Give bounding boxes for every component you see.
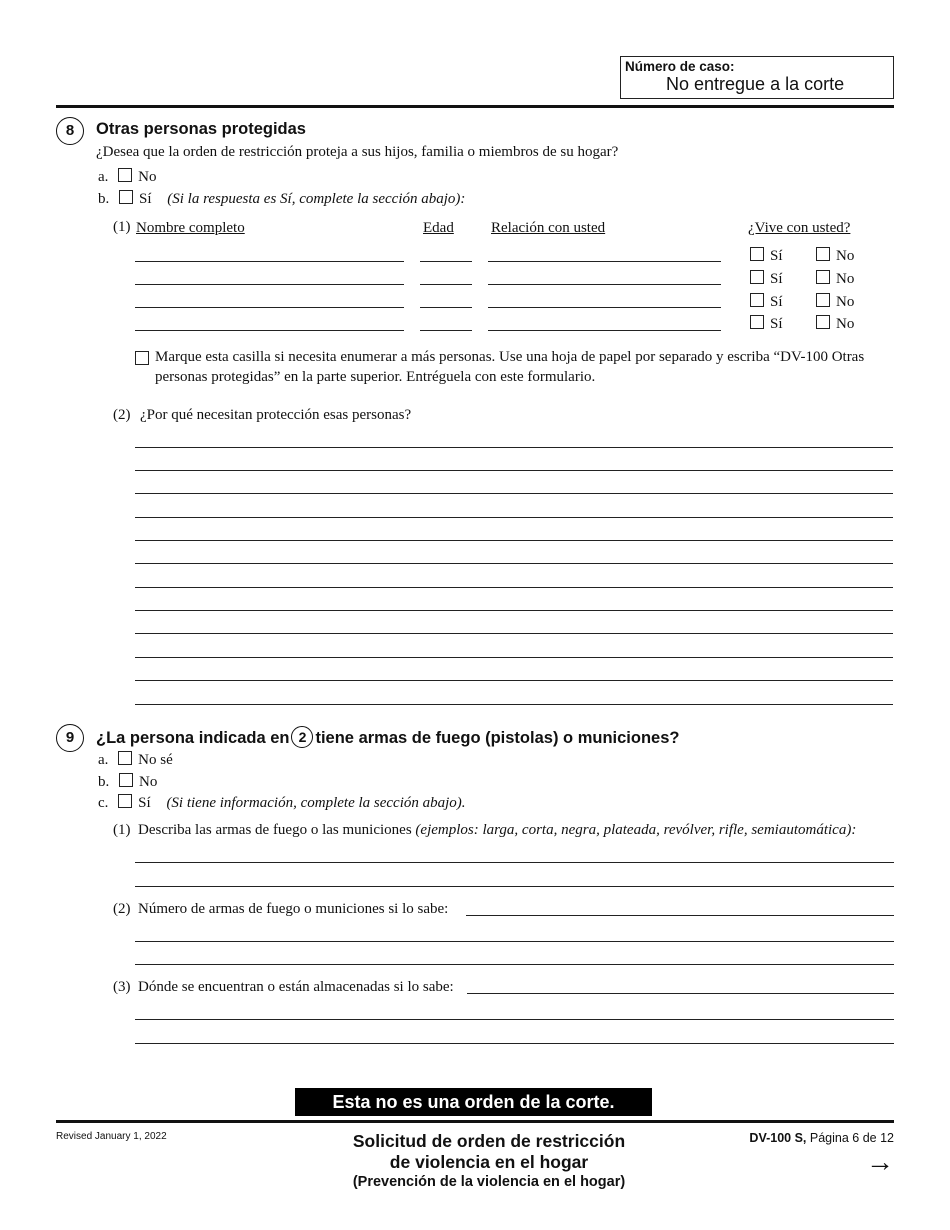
footer-rule <box>56 1120 894 1123</box>
checkbox[interactable] <box>118 794 132 808</box>
answer-line[interactable] <box>135 1019 894 1020</box>
answer-line[interactable] <box>135 610 893 611</box>
section-9-option-c[interactable] <box>98 794 466 812</box>
answer-line[interactable] <box>135 470 893 471</box>
case-number-label: Número de caso: <box>625 59 735 74</box>
answer-line[interactable] <box>135 886 894 887</box>
header-rule <box>56 105 894 108</box>
revision-date: Revised January 1, 2022 <box>56 1131 167 1142</box>
option-label: Sí <box>139 191 152 207</box>
checkbox[interactable] <box>750 247 764 261</box>
checkbox[interactable] <box>816 315 830 329</box>
option-letter: c. <box>98 795 109 811</box>
answer-line[interactable] <box>135 941 894 942</box>
lives-no[interactable]: No <box>816 293 854 311</box>
answer-line[interactable] <box>135 563 893 564</box>
answer-line[interactable] <box>135 1043 894 1044</box>
answer-line[interactable] <box>135 633 893 634</box>
form-title-3: (Prevención de la violencia en el hogar) <box>352 1174 626 1190</box>
section-8-question: ¿Desea que la orden de restricción proteja a sus hijos, familia o miembros de su hogar? <box>96 144 619 160</box>
age-field[interactable] <box>420 284 472 285</box>
firearms-item-1: (1) Describa las armas de fuego o las municiones (ejemplos: larga, corta, negra, plateada, revólver, rifle, semiautomática): <box>113 822 857 838</box>
answer-line[interactable] <box>135 587 893 588</box>
section-8-title: Otras personas protegidas <box>96 120 306 138</box>
lives-yes[interactable]: Sí <box>750 270 783 288</box>
column-name: Nombre completo <box>136 220 245 236</box>
option-letter: b. <box>98 774 110 790</box>
relation-field[interactable] <box>488 261 721 262</box>
case-number-box <box>620 56 894 99</box>
option-letter: b. <box>98 191 110 207</box>
option-label: Sí <box>138 795 151 811</box>
relation-field[interactable] <box>488 284 721 285</box>
answer-line[interactable] <box>135 517 893 518</box>
section-8-option-b[interactable] <box>98 190 465 208</box>
checkbox[interactable] <box>750 270 764 284</box>
lives-no[interactable]: No <box>816 315 854 333</box>
section-8-number: 8 <box>56 117 84 145</box>
checkbox[interactable] <box>119 773 133 787</box>
lives-yes[interactable]: Sí <box>750 247 783 265</box>
checkbox[interactable] <box>816 247 830 261</box>
next-page-arrow-icon: → <box>866 1146 894 1177</box>
answer-line[interactable] <box>135 657 893 658</box>
option-note: (Si la respuesta es Sí, complete la sección abajo): <box>167 191 466 207</box>
page-number: Página 6 de 12 <box>809 1131 894 1145</box>
checkbox[interactable] <box>118 168 132 182</box>
checkbox[interactable] <box>816 293 830 307</box>
answer-line[interactable] <box>135 862 894 863</box>
not-court-order-banner: Esta no es una orden de la corte. <box>295 1088 652 1116</box>
relation-field[interactable] <box>488 330 721 331</box>
option-label: No sé <box>138 752 173 768</box>
answer-line[interactable] <box>135 540 893 541</box>
lives-yes[interactable]: Sí <box>750 293 783 311</box>
option-label: No <box>138 169 157 185</box>
answer-line[interactable] <box>135 447 893 448</box>
name-field[interactable] <box>135 261 404 262</box>
section-9-option-b[interactable] <box>98 773 157 791</box>
firearms-item-3: (3) Dónde se encuentran o están almacenadas si lo sabe: <box>113 979 454 995</box>
option-label: No <box>139 774 158 790</box>
section-9-number: 9 <box>56 724 84 752</box>
age-field[interactable] <box>420 307 472 308</box>
checkbox[interactable] <box>750 293 764 307</box>
column-age: Edad <box>423 220 454 236</box>
lives-no[interactable]: No <box>816 247 854 265</box>
answer-line[interactable] <box>135 964 894 965</box>
answer-line[interactable] <box>135 493 893 494</box>
section-reference: 2 <box>291 726 313 748</box>
section-9-option-a[interactable] <box>98 751 173 769</box>
option-letter: a. <box>98 169 109 185</box>
firearms-count-field[interactable] <box>466 915 894 916</box>
option-note: (Si tiene información, complete la sección abajo). <box>166 795 466 811</box>
section-8-option-a[interactable] <box>98 168 157 186</box>
more-persons-text-2: personas protegidas” en la parte superior. Entréguela con este formulario. <box>155 369 596 385</box>
form-title-1: Solicitud de orden de restricción <box>352 1131 626 1151</box>
name-field[interactable] <box>135 330 404 331</box>
answer-line[interactable] <box>135 704 893 705</box>
answer-line[interactable] <box>135 680 893 681</box>
item-1-number: (1) <box>113 219 131 235</box>
column-relation: Relación con usted <box>491 220 606 236</box>
lives-yes[interactable]: Sí <box>750 315 783 333</box>
form-id: DV-100 S, <box>749 1131 807 1145</box>
more-persons-checkbox[interactable] <box>135 351 149 365</box>
lives-no[interactable]: No <box>816 270 854 288</box>
name-field[interactable] <box>135 284 404 285</box>
form-page-info <box>700 1131 894 1145</box>
age-field[interactable] <box>420 330 472 331</box>
relation-field[interactable] <box>488 307 721 308</box>
checkbox[interactable] <box>750 315 764 329</box>
form-title-2: de violencia en el hogar <box>389 1152 589 1172</box>
column-lives-with: ¿Vive con usted? <box>748 220 851 236</box>
checkbox[interactable] <box>118 751 132 765</box>
firearms-item-2: (2) Número de armas de fuego o municiones si lo sabe: <box>113 901 449 917</box>
case-number-value[interactable]: No entregue a la corte <box>666 74 845 94</box>
checkbox[interactable] <box>816 270 830 284</box>
name-field[interactable] <box>135 307 404 308</box>
section-9-title: ¿La persona indicada en 2 tiene armas de fuego (pistolas) o municiones? <box>96 726 679 748</box>
checkbox[interactable] <box>119 190 133 204</box>
firearms-location-field[interactable] <box>467 993 894 994</box>
option-letter: a. <box>98 752 109 768</box>
age-field[interactable] <box>420 261 472 262</box>
item-2-question: ¿Por qué necesitan protección esas personas? <box>140 407 412 423</box>
item-2-number: (2) <box>113 407 131 423</box>
more-persons-text-1: Marque esta casilla si necesita enumerar a más personas. Use una hoja de papel por separado y escriba “DV-100 Otras <box>155 349 865 365</box>
